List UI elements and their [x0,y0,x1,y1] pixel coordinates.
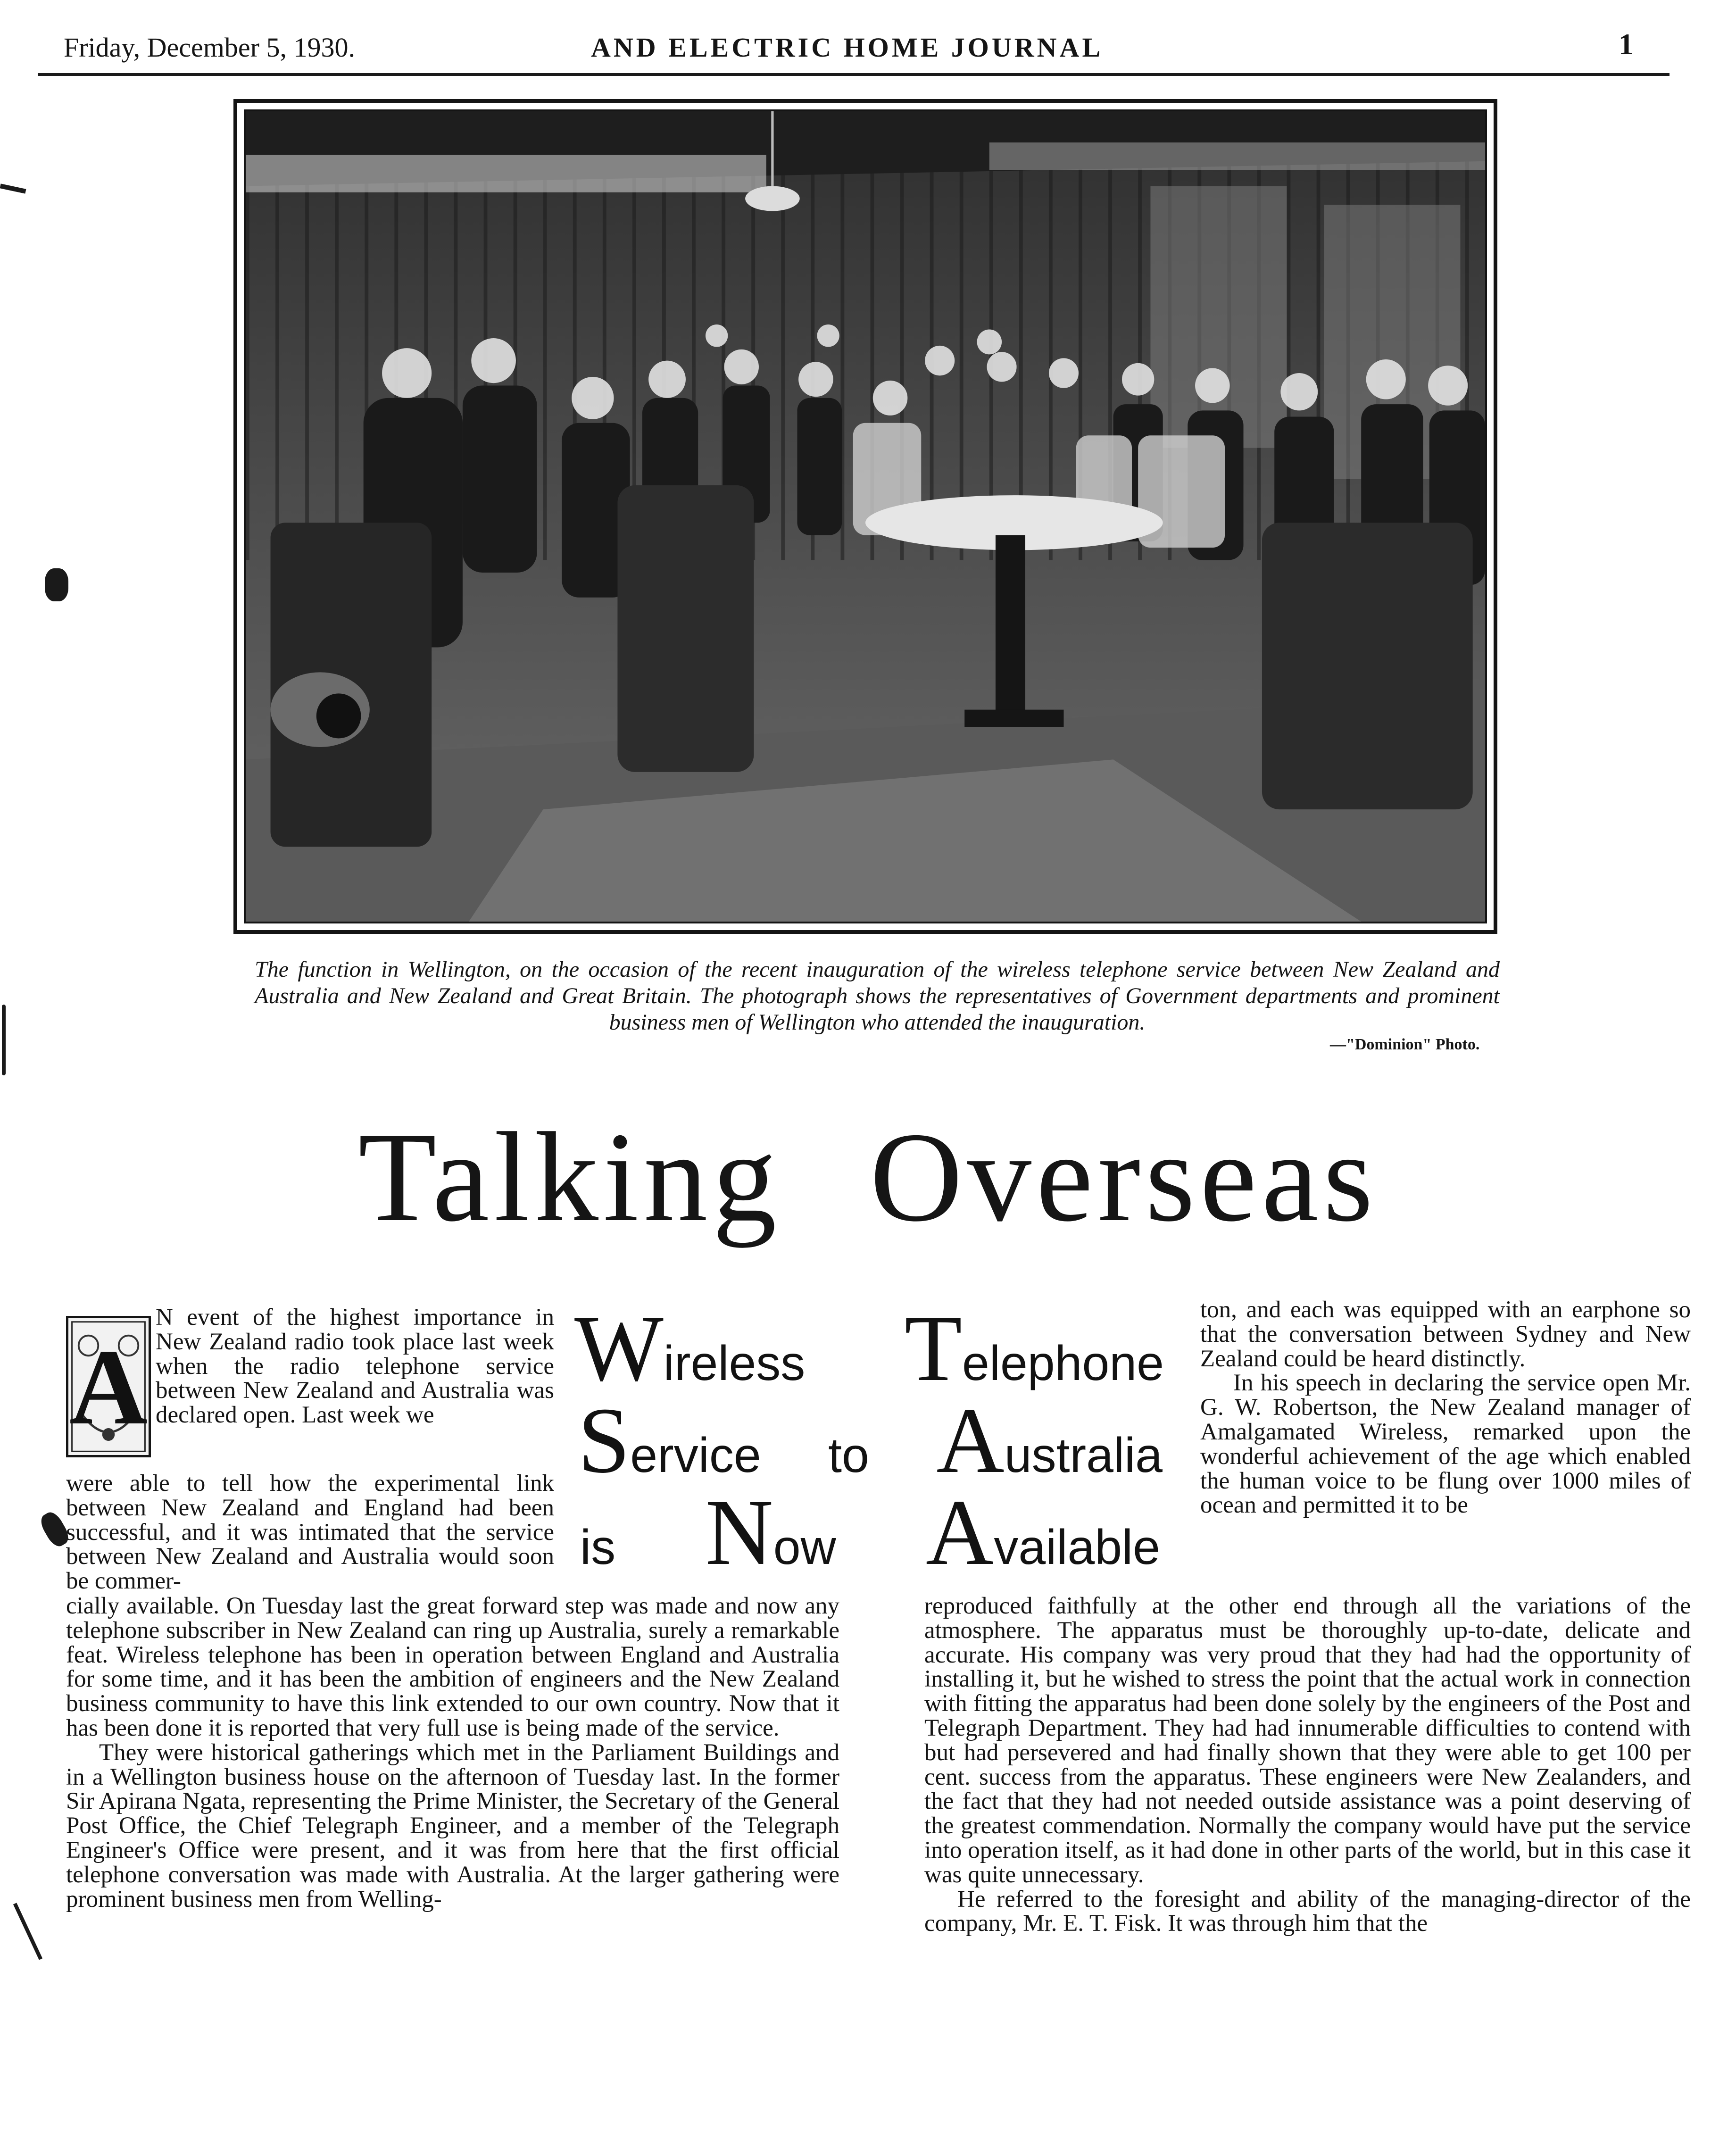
subhead-initial: A [936,1389,1005,1493]
article-paragraph: were able to tell how the experimental link between New Zealand and England had been successful, and it was intimated that the service between New Zealand and Australia would soon be commer- [66,1470,554,1595]
margin-mark-blot [45,568,68,601]
photograph [244,109,1487,923]
subhead-initial: S [578,1389,631,1493]
subhead-initial: A [925,1480,994,1585]
subhead-word: ow [773,1520,836,1575]
subhead-initial: T [904,1297,963,1401]
subhead-line-3 [580,1480,1160,1585]
article-paragraph: In his speech in declaring the service open Mr. G. W. Robertson, the New Zealand manager of Amalgamated Wireless, remarked upon the wonderful achievement of the age which enabled the human voice to be flung over 1000 miles of ocean and permitted it to be [1200,1370,1691,1519]
photograph-image [246,111,1485,922]
article-paragraph: N event of the highest importance in New Zealand radio took place last week when the radio telephone service between New Zealand and Australia was declared open. Last week we [156,1304,554,1429]
photo-caption: The function in Wellington, on the occasion of the recent inauguration of the wireless telephone service between New Zealand and Australia and New Zealand and Great Britain. The photograph shows the representatives of Government departments and prominent business men of Wellington who attended the inauguration. [255,957,1500,1035]
subhead-word: ustralia [1004,1428,1163,1483]
photograph-frame [233,99,1497,934]
header-rule [38,73,1670,76]
subhead-word: vailable [994,1520,1160,1575]
margin-mark-low [13,1903,42,1960]
article-col1-mid [66,1472,554,1594]
subhead-word: ireless [663,1336,806,1391]
photo-credit: —"Dominion" Photo. [1330,1036,1480,1053]
margin-mark-top [0,183,26,193]
article-paragraph: ton, and each was equipped with an earphone so that the conversation between Sydney and New Zealand could be heard distinctly. [1200,1297,1691,1372]
article-col1-full [66,1594,839,1912]
article-headline: Talking Overseas [358,1106,1378,1248]
article-paragraph: He referred to the foresight and ability of the managing-director of the company, Mr. E. T. Fisk. It was through him that the [924,1886,1691,1937]
subhead-word: ervice [630,1428,761,1483]
article-col1-wrap [156,1305,554,1428]
subhead-line-2 [578,1389,1163,1493]
subhead-word: is [580,1520,616,1575]
subhead-initial: W [574,1297,664,1401]
subhead-word: elephone [962,1336,1164,1391]
page-number: 1 [1619,27,1634,61]
subhead-word: to [828,1428,869,1483]
drop-cap [66,1316,151,1457]
margin-mark-mid [2,1005,6,1075]
article-col2-top [1200,1298,1691,1518]
header-journal-title: AND ELECTRIC HOME JOURNAL [591,32,1104,63]
article-paragraph: They were historical gatherings which met in the Parliament Buildings and in a Wellington business house on the afternoon of Tuesday last. In the former Sir Apirana Ngata, representing the Prime Minister, the Secretary of the General Post Office, the Chief Telegraph Engineer, and a member of the Telegraph Engineer's Office were present, and it was from here that the first official telephone conversation was made with Australia. At the larger gathering were prominent business men from Welling- [66,1739,839,1912]
article-paragraph: cially available. On Tuesday last the great forward step was made and now any telephone subscriber in New Zealand can ring up Australia, surely a remarkable feat. Wireless telephone has been in operation between England and Australia for some time, and it has been the ambition of engineers and the New Zealand business community to have this link extended to our own country. Now that it has been done it is reported that very full use is being made of the service. [66,1593,839,1741]
article-paragraph: reproduced faithfully at the other end through all the variations of the atmosphere. The apparatus must be thoroughly up-to-date, delicate and accurate. His company was very proud that they had had the opportunity of installing it, but he wished to stress the point that the actual work in connection with fitting the apparatus had been done solely by the engineers of the Post and Telegraph Department. They had had innumerable difficulties to contend with but had persevered and had finally shown that they were able to get 100 per cent. success from the apparatus. These engineers were New Zealanders, and the fact that they had not needed outside assistance was a point deserving of the greatest commendation. Normally the company would have put the service into operation itself, as it had done in other parts of the world, but in this case it was quite unnecessary. [924,1593,1691,1888]
drop-cap-letter: A [69,1326,148,1447]
article-col2-full [924,1594,1691,1936]
header-date: Friday, December 5, 1930. [64,32,355,63]
subhead-line-1 [574,1297,1164,1401]
subhead-initial: N [705,1480,773,1585]
